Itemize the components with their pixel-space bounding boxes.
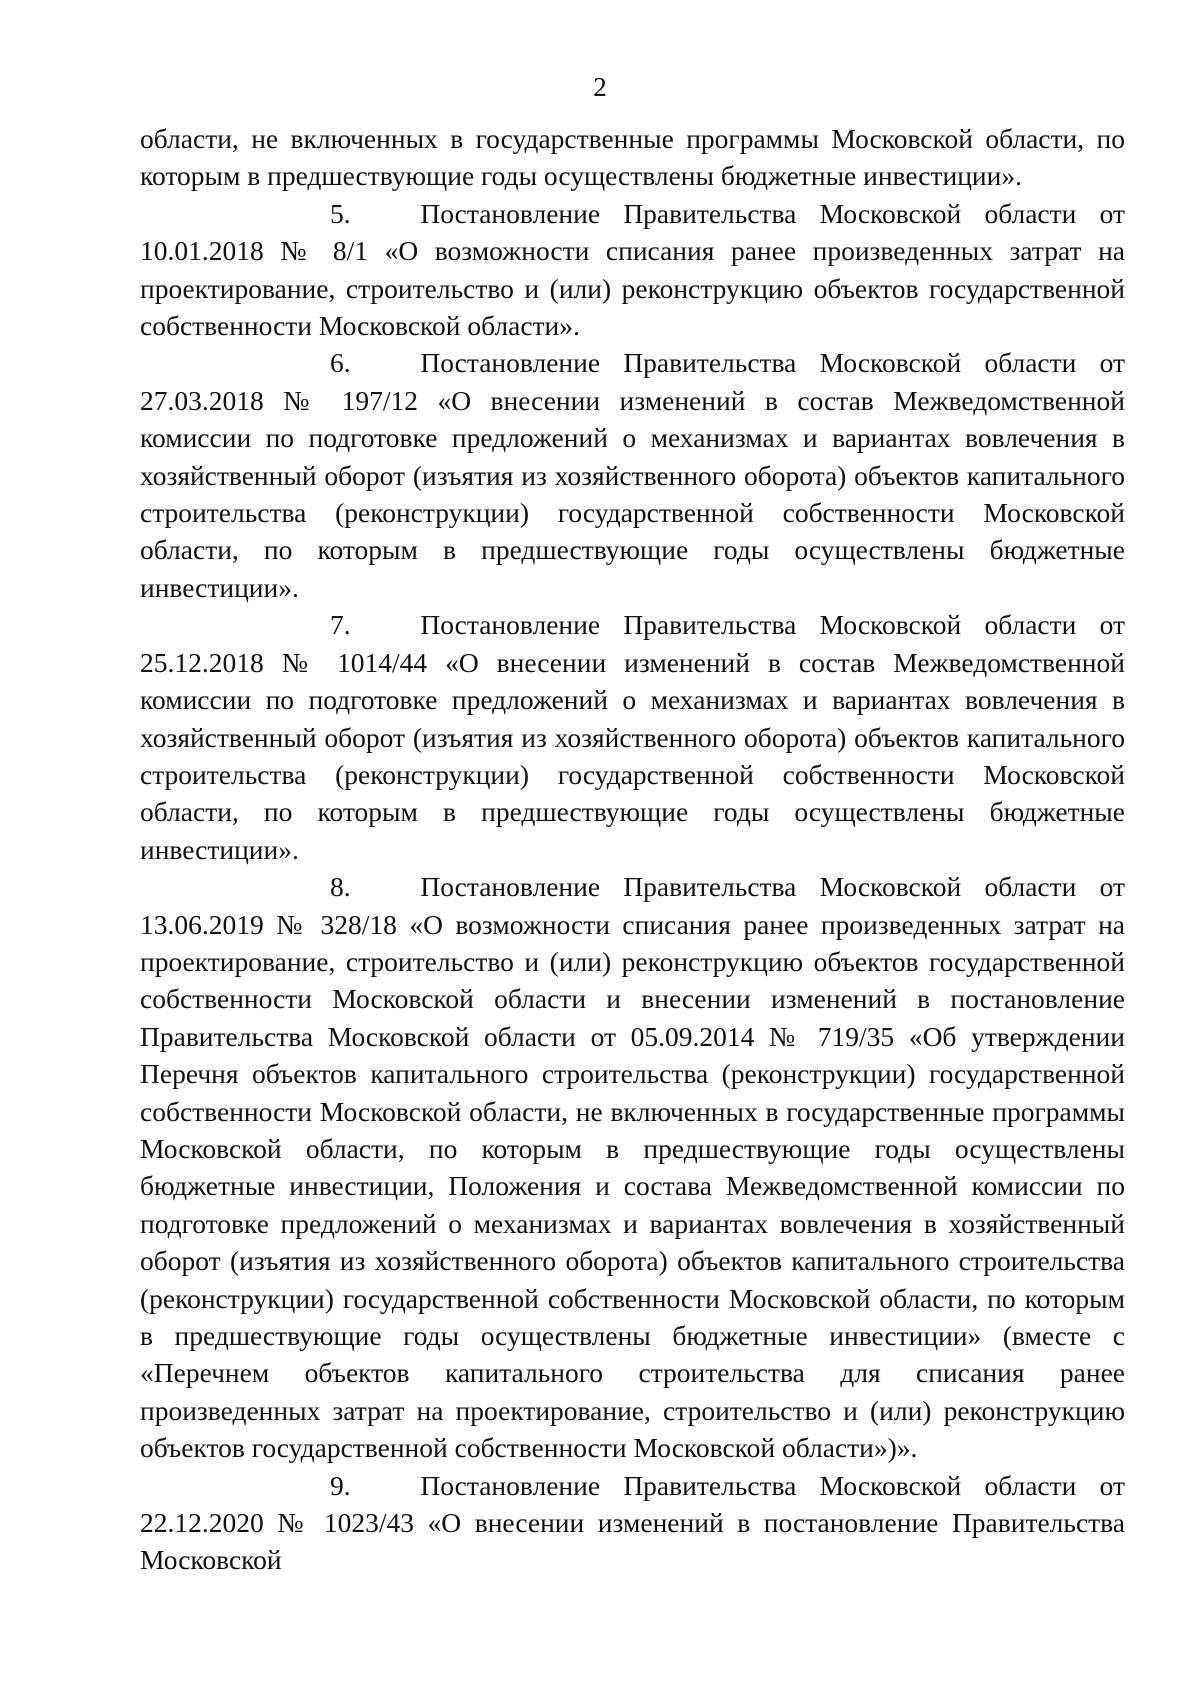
- item-text: Постановление Правительства Московской области от 27.03.2018 № 197/12 «О внесении изменений в состав Межведомственной комиссии по подготовке предложений о механизмах и вариантах вовлечения в хозяйственный оборот (изъятия из хозяйственного оборота) объектов капитального строительства (реконструкции) государственной собственности Московской области, по которым в предшествующие годы осуществлены бюджетные инвестиции».: [140, 347, 1126, 603]
- item-text: Постановление Правительства Московской области от 22.12.2020 № 1023/43 «О внесении изменений в постановление Правительства Московской: [140, 1469, 1126, 1576]
- item-number: 6.: [330, 347, 351, 379]
- list-item: [140, 868, 1125, 1467]
- item-number: 7.: [330, 609, 351, 641]
- item-number: 9.: [330, 1469, 351, 1501]
- list-item: [140, 344, 1125, 606]
- list-item: [140, 195, 1125, 345]
- item-number: 8.: [330, 871, 351, 903]
- item-number: 5.: [330, 197, 351, 229]
- document-body: [140, 120, 1125, 1579]
- list-item: [140, 1467, 1125, 1579]
- continuation-paragraph: области, не включенных в государственные программы Московской области, по которым в предшествующие годы осуществлены бюджетные инвестиции».: [140, 123, 1125, 192]
- item-text: Постановление Правительства Московской области от 25.12.2018 № 1014/44 «О внесении изменений в состав Межведомственной комиссии по подготовке предложений о механизмах и вариантах вовлечения в хозяйственный оборот (изъятия из хозяйственного оборота) объектов капитального строительства (реконструкции) государственной собственности Московской области, по которым в предшествующие годы осуществлены бюджетные инвестиции».: [140, 609, 1126, 865]
- item-text: Постановление Правительства Московской области от 10.01.2018 № 8/1 «О возможности списания ранее произведенных затрат на проектирование, строительство и (или) реконструкцию объектов государственной собственности Московской области».: [140, 197, 1126, 342]
- list-item: [140, 606, 1125, 868]
- item-text: Постановление Правительства Московской области от 13.06.2019 № 328/18 «О возможности списания ранее произведенных затрат на проектирование, строительство и (или) реконструкцию объектов государственной собственности Московской области и внесении изменений в постановление Правительства Московской области от 05.09.2014 № 719/35 «Об утверждении Перечня объектов капитального строительства (реконструкции) государственной собственности Московской области, не включенных в государственные программы Московской области, по которым в предшествующие годы осуществлены бюджетные инвестиции, Положения и состава Межведомственной комиссии по подготовке предложений о механизмах и вариантах вовлечения в хозяйственный оборот (изъятия из хозяйственного оборота) объектов капитального строительства (реконструкции) государственной собственности Московской области, по которым в предшествующие годы осуществлены бюджетные инвестиции» (вместе с «Перечнем объектов капитального строительства для списания ранее произведенных затрат на проектирование, строительство и (или) реконструкцию объектов государственной собственности Московской области»)».: [140, 871, 1126, 1464]
- page-number: 2: [593, 72, 607, 102]
